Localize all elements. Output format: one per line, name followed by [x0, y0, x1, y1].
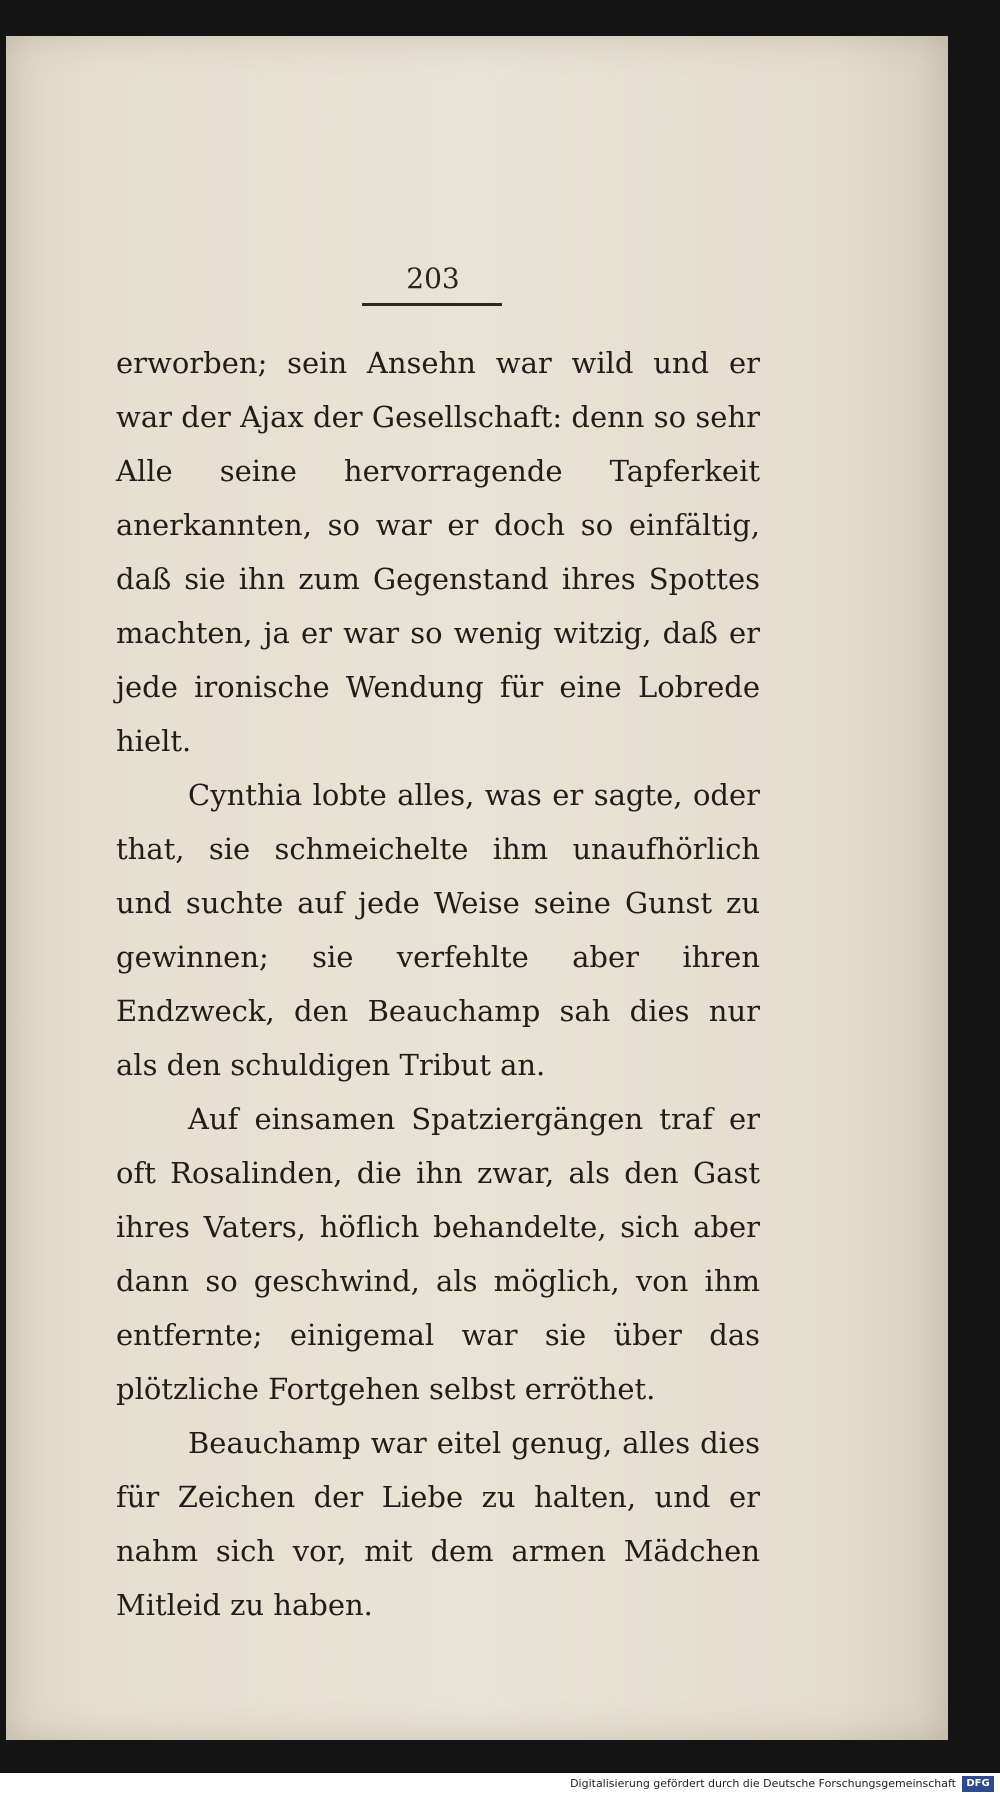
paragraph-1: erworben; sein Ansehn war wild und er war der Ajax der Gesellschaft: denn so sehr Alle seine hervorragende Tapferkeit anerkannten, so war er doch so einfältig, daß sie ihn zum Gegenstand ihres Spottes machten, ja er war so wenig witzig, daß er jede ironische Wendung für eine Lobrede hielt. [116, 346, 760, 758]
book-page [6, 36, 948, 1740]
digitization-footer [0, 1773, 1000, 1797]
paragraph-4: Beauchamp war eitel genug, alles dies für Zeichen der Liebe zu halten, und er nahm sich vor, mit dem armen Mädchen Mitleid zu haben. [116, 1426, 760, 1622]
footer-credit: Digitalisierung gefördert durch die Deutsche Forschungsgemeinschaft [570, 1777, 956, 1790]
dfg-logo-icon: DFG [962, 1776, 994, 1792]
paragraph-2: Cynthia lobte alles, was er sagte, oder that, sie schmeichelte ihm unaufhörlich und suchte auf jede Weise seine Gunst zu gewinnen; sie verfehlte aber ihren Endzweck, den Beauchamp sah dies nur als den schuldigen Tribut an. [116, 778, 760, 1082]
page-number: 203 [406, 262, 460, 295]
header-rule [362, 303, 502, 306]
page-body [116, 336, 760, 1632]
paragraph-3: Auf einsamen Spatziergängen traf er oft Rosalinden, die ihn zwar, als den Gast ihres Vaters, höflich behandelte, sich aber dann so geschwind, als möglich, von ihm entfernte; einigemal war sie über das plötzliche Fortgehen selbst erröthet. [116, 1102, 760, 1406]
page-header [6, 262, 860, 295]
